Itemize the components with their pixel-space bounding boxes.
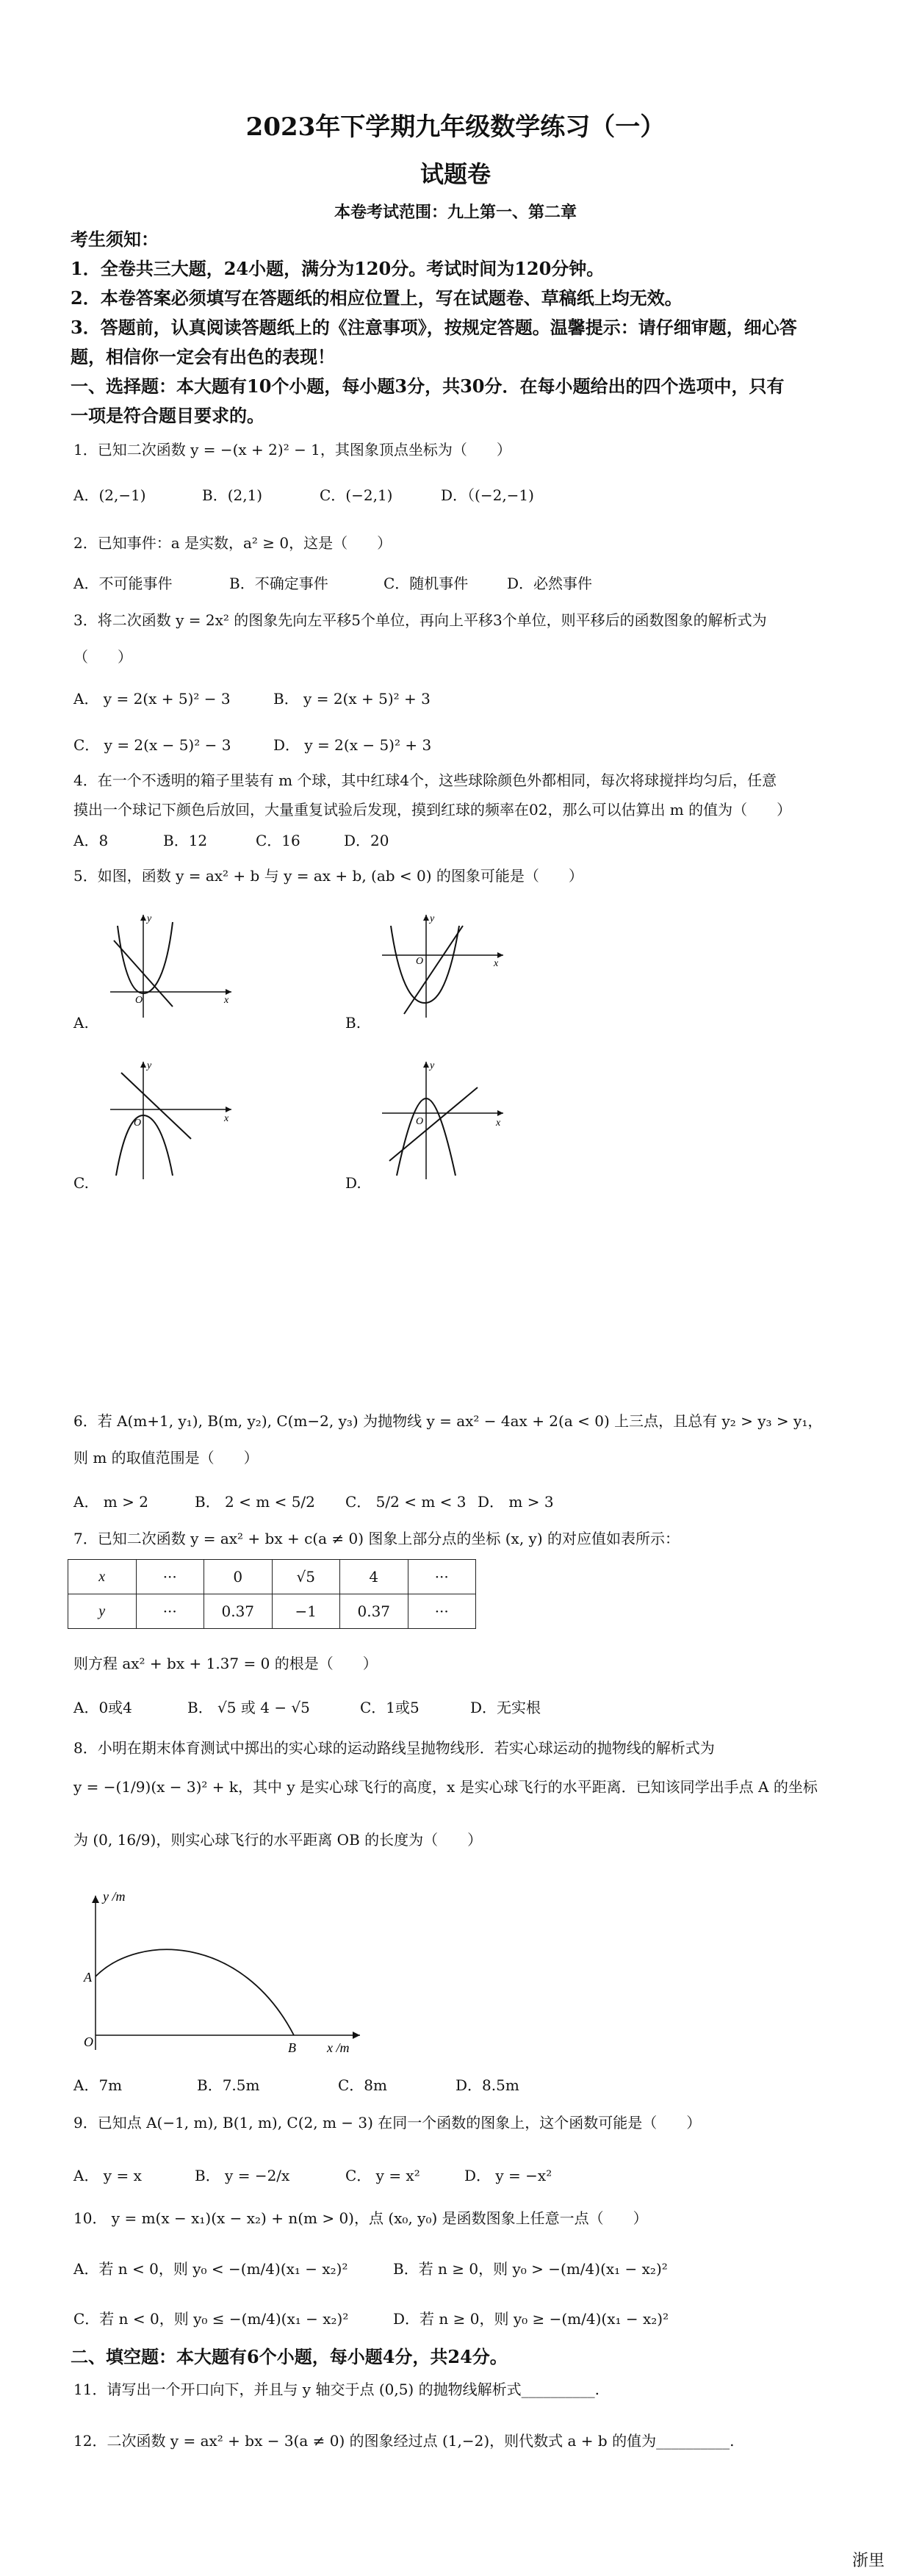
question-10: 10． y = m(x − x₁)(x − x₂) + n(m > 0)，点 (x₀, y₀) 是函数图象上任意一点（ ） xyxy=(73,2209,648,2227)
question-8: 8．小明在期末体育测试中掷出的实心球的运动路线呈抛物线形．若实心球运动的抛物线的解析式为 xyxy=(73,1739,715,1757)
q1-option-a: A．(2,−1) xyxy=(73,486,146,504)
notice-item: 3．答题前，认真阅读答题纸上的《注意事项》，按规定答题。温馨提示：请仔细审题，细心答 xyxy=(71,317,797,338)
q2-option-a: A．不可能事件 xyxy=(73,575,173,592)
table-cell: 0.37 xyxy=(204,1594,273,1629)
graph-b-y: y xyxy=(430,913,435,924)
q2-option-c: C．随机事件 xyxy=(384,575,469,592)
q2-option-b: B．不确定事件 xyxy=(229,575,328,592)
graph-a-origin: O xyxy=(135,995,143,1006)
q6-option-a: A． m > 2 xyxy=(73,1493,148,1511)
q3-option-c: C． y = 2(x − 5)² − 3 xyxy=(73,736,231,754)
graph-a-y: y xyxy=(147,913,152,924)
exam-title: 2023年下学期九年级数学练习（一） xyxy=(245,112,666,142)
q5-label-a: A. xyxy=(73,1014,89,1032)
q3-option-a: A． y = 2(x + 5)² − 3 xyxy=(73,690,231,708)
graph-a-x: x xyxy=(224,995,229,1006)
q10-option-c: C．若 n < 0，则 y₀ ≤ −(m/4)(x₁ − x₂)² xyxy=(73,2310,349,2328)
q4-option-b: B．12 xyxy=(163,832,208,849)
q5-label-b: B. xyxy=(345,1014,361,1032)
q5-graph-b xyxy=(375,911,507,1021)
table-cell: √5 xyxy=(272,1560,340,1594)
q8-option-a: A．7m xyxy=(73,2076,123,2094)
table-cell: 0 xyxy=(204,1560,273,1594)
table-cell: ··· xyxy=(136,1560,204,1594)
q8-y-axis-label: y /m xyxy=(103,1889,126,1904)
graph-c-y: y xyxy=(147,1060,152,1071)
q6-option-b: B． 2 < m < 5/2 xyxy=(195,1493,315,1511)
q2-option-d: D．必然事件 xyxy=(507,575,593,592)
q8-origin: O xyxy=(84,2034,93,2049)
notice-item: 题，相信你一定会有出色的表现！ xyxy=(71,346,335,367)
graph-b-x: x xyxy=(494,958,499,969)
q8-option-c: C．8m xyxy=(338,2076,387,2094)
exam-range: 本卷考试范围：九上第一、第二章 xyxy=(334,203,577,222)
graph-c-origin: O xyxy=(134,1118,142,1129)
graph-d-origin: O xyxy=(416,1116,424,1127)
question-2: 2．已知事件：a 是实数，a² ≥ 0，这是（ ） xyxy=(73,534,392,552)
q4-option-a: A．8 xyxy=(73,832,109,849)
question-6: 6．若 A(m+1, y₁), B(m, y₂), C(m−2, y₃) 为抛物线 y = ax² − 4ax + 2(a < 0) 上三点，且总有 y₂ > y₃ > y₁， xyxy=(73,1412,823,1430)
section1-heading: 一、选择题：本大题有10个小题，每小题3分，共30分．在每小题给出的四个选项中，只有 xyxy=(71,375,785,397)
q8-x-axis-label: x /m xyxy=(327,2040,350,2054)
q3-option-d: D． y = 2(x − 5)² + 3 xyxy=(273,736,432,754)
q7-value-table xyxy=(68,1559,476,1629)
q5-label-d: D. xyxy=(345,1174,361,1192)
question-3: 3．将二次函数 y = 2x² 的图象先向左平移5个单位，再向上平移3个单位，则平移后的函数图象的解析式为 xyxy=(73,611,767,629)
graph-b-origin: O xyxy=(416,956,424,967)
section2-heading: 二、填空题：本大题有6个小题，每小题4分，共24分。 xyxy=(71,2346,508,2367)
graph-d-y: y xyxy=(430,1060,435,1071)
q4-option-d: D．20 xyxy=(344,832,389,849)
table-cell: −1 xyxy=(272,1594,340,1629)
question-8-cont2: 为 (0, 16/9)，则实心球飞行的水平距离 OB 的长度为（ ） xyxy=(73,1831,483,1849)
question-5: 5．如图，函数 y = ax² + b 与 y = ax + b, (ab < 0) 的图象可能是（ ） xyxy=(73,867,583,885)
table-cell: x xyxy=(68,1560,137,1594)
question-4: 4．在一个不透明的箱子里装有 m 个球，其中红球4个，这些球除颜色外都相同，每次将球搅拌均匀后，任意 xyxy=(73,771,777,789)
q7-option-c: C．1或5 xyxy=(360,1699,420,1716)
q9-option-a: A． y = x xyxy=(73,2167,142,2184)
question-8-cont: y = −(1/9)(x − 3)² + k，其中 y 是实心球飞行的高度，x 是实心球飞行的水平距离．已知该同学出手点 A 的坐标 xyxy=(73,1778,818,1796)
table-cell: 4 xyxy=(340,1560,408,1594)
q10-option-a: A．若 n < 0，则 y₀ < −(m/4)(x₁ − x₂)² xyxy=(73,2260,348,2278)
table-cell: ··· xyxy=(408,1560,476,1594)
q5-graph-d xyxy=(375,1058,507,1183)
question-6-cont: 则 m 的取值范围是（ ） xyxy=(73,1449,259,1467)
q8-point-a: A xyxy=(84,1970,92,1985)
q6-option-d: D． m > 3 xyxy=(478,1493,554,1511)
q8-trajectory-graph xyxy=(73,1885,367,2054)
page-footer: 浙里 xyxy=(852,2552,885,2570)
graph-c-x: x xyxy=(224,1113,229,1124)
table-cell: 0.37 xyxy=(340,1594,408,1629)
q5-graph-a xyxy=(103,911,235,1021)
table-row xyxy=(68,1560,476,1594)
notice-item: 1．全卷共三大题，24小题，满分为120分。考试时间为120分钟。 xyxy=(71,258,605,279)
q1-option-c: C．(−2,1) xyxy=(320,486,393,504)
q1-option-b: B．(2,1) xyxy=(202,486,263,504)
q8-point-b: B xyxy=(288,2040,296,2054)
q9-option-c: C． y = x² xyxy=(345,2167,420,2184)
q7-option-a: A．0或4 xyxy=(73,1699,132,1716)
table-cell: y xyxy=(68,1594,137,1629)
q7-option-d: D．无实根 xyxy=(470,1699,541,1716)
table-cell: ··· xyxy=(408,1594,476,1629)
section1-heading-cont: 一项是符合题目要求的。 xyxy=(71,405,264,426)
q7-option-b: B． √5 或 4 − √5 xyxy=(187,1699,310,1716)
q9-option-d: D． y = −x² xyxy=(464,2167,552,2184)
table-cell: ··· xyxy=(136,1594,204,1629)
q8-option-b: B．7.5m xyxy=(197,2076,260,2094)
q10-option-b: B．若 n ≥ 0，则 y₀ > −(m/4)(x₁ − x₂)² xyxy=(393,2260,668,2278)
q8-option-d: D．8.5m xyxy=(455,2076,519,2094)
question-9: 9．已知点 A(−1, m), B(1, m), C(2, m − 3) 在同一个函数的图象上，这个函数可能是（ ） xyxy=(73,2114,702,2131)
question-7: 7．已知二次函数 y = ax² + bx + c(a ≠ 0) 图象上部分点的坐标 (x, y) 的对应值如表所示： xyxy=(73,1530,680,1547)
q6-option-c: C． 5/2 < m < 3 xyxy=(345,1493,467,1511)
question-1: 1．已知二次函数 y = −(x + 2)² − 1，其图象顶点坐标为（ ） xyxy=(73,441,511,458)
q5-label-c: C. xyxy=(73,1174,89,1192)
q9-option-b: B． y = −2/x xyxy=(195,2167,290,2184)
notice-item: 2．本卷答案必须填写在答题纸的相应位置上，写在试题卷、草稿纸上均无效。 xyxy=(71,287,683,309)
exam-subtitle: 试题卷 xyxy=(420,160,491,188)
question-3-cont: （ ） xyxy=(73,648,132,666)
question-4-cont: 摸出一个球记下颜色后放回，大量重复试验后发现，摸到红球的频率在02，那么可以估算出 m 的值为（ ） xyxy=(73,801,792,819)
q4-option-c: C．16 xyxy=(256,832,300,849)
q10-option-d: D．若 n ≥ 0，则 y₀ ≥ −(m/4)(x₁ − x₂)² xyxy=(393,2310,669,2328)
question-7-cont: 则方程 ax² + bx + 1.37 = 0 的根是（ ） xyxy=(73,1655,378,1672)
q1-option-d: D．（(−2,−1) xyxy=(441,486,534,504)
question-11: 11．请写出一个开口向下，并且与 y 轴交于点 (0,5) 的抛物线解析式__________. xyxy=(73,2381,599,2398)
table-row xyxy=(68,1594,476,1629)
question-12: 12．二次函数 y = ax² + bx − 3(a ≠ 0) 的图象经过点 (1,−2)，则代数式 a + b 的值为__________. xyxy=(73,2432,735,2450)
graph-d-x: x xyxy=(496,1118,501,1129)
q5-graph-c xyxy=(103,1058,235,1183)
notice-heading: 考生须知： xyxy=(71,229,159,250)
q3-option-b: B． y = 2(x + 5)² + 3 xyxy=(273,690,431,708)
